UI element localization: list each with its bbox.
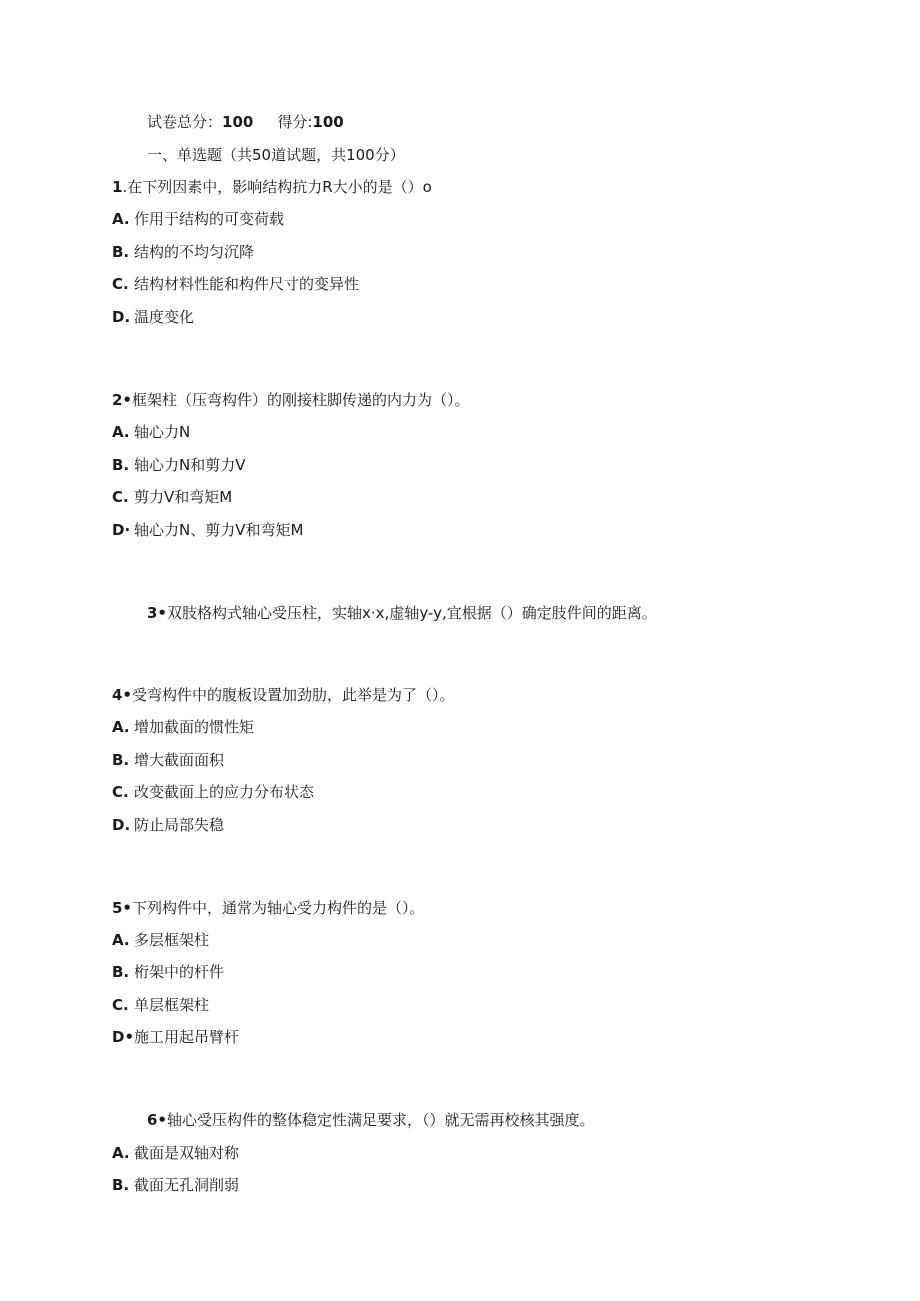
option-letter: B. <box>112 243 130 261</box>
option-letter: A. <box>112 210 130 228</box>
total-label: 试卷总分： <box>147 113 223 131</box>
option-letter: C. <box>112 275 129 293</box>
option-text: 截面是双轴对称 <box>134 1144 240 1162</box>
question-number: 6• <box>147 1111 168 1129</box>
option-a[interactable] <box>112 930 209 950</box>
option-letter: D. <box>112 308 131 326</box>
option-text: 温度变化 <box>134 308 195 326</box>
option-letter: B. <box>112 1176 130 1194</box>
question-text: 轴心受压构件的整体稳定性满足要求，（）就无需再校核其强度。 <box>167 1111 595 1129</box>
option-d[interactable] <box>112 307 194 327</box>
question-text: 受弯构件中的腹板设置加劲肋，此举是为了（）。 <box>132 686 455 704</box>
option-letter: A. <box>112 718 130 736</box>
question-number: 4• <box>112 686 133 704</box>
score-label: 得分: <box>277 113 313 131</box>
option-text: 结构材料性能和构件尺寸的变异性 <box>134 275 360 293</box>
option-a[interactable] <box>112 717 254 737</box>
option-b[interactable] <box>112 1175 239 1195</box>
option-a[interactable] <box>112 209 284 229</box>
option-a[interactable] <box>112 422 190 442</box>
option-text: 结构的不均匀沉降 <box>134 243 255 261</box>
question-3 <box>147 603 657 623</box>
option-letter: C. <box>112 783 129 801</box>
option-c[interactable] <box>112 274 359 294</box>
option-letter: B. <box>112 963 130 981</box>
question-text: .在下列因素中，影响结构抗力R大小的是（）o <box>122 178 432 196</box>
question-1 <box>112 177 432 197</box>
option-text: 防止局部失稳 <box>134 816 225 834</box>
option-text: 剪力V和弯矩M <box>134 488 233 506</box>
option-letter: D. <box>112 816 131 834</box>
option-text: 多层框架柱 <box>134 931 210 949</box>
option-text: 增加截面的惯性矩 <box>134 718 255 736</box>
option-text: 截面无孔洞削弱 <box>134 1176 240 1194</box>
question-4 <box>112 685 455 705</box>
option-letter: A. <box>112 423 130 441</box>
option-letter: B. <box>112 751 130 769</box>
option-letter: D· <box>112 521 131 539</box>
option-d[interactable] <box>112 520 303 540</box>
question-text: 框架柱（压弯构件）的刚接柱脚传递的内力为（）。 <box>132 391 470 409</box>
option-d[interactable] <box>112 815 224 835</box>
option-b[interactable] <box>112 455 245 475</box>
option-text: 轴心力N和剪力V <box>134 456 246 474</box>
option-text: 增大截面面积 <box>134 751 225 769</box>
total-value: 100 <box>222 113 254 131</box>
option-c[interactable] <box>112 782 314 802</box>
question-number: 1 <box>112 178 123 196</box>
question-6 <box>147 1110 595 1130</box>
option-letter: A. <box>112 931 130 949</box>
option-letter: B. <box>112 456 130 474</box>
section-title: 一、单选题（共50道试题，共100分） <box>147 146 405 164</box>
score-value: 100 <box>312 113 344 131</box>
option-b[interactable] <box>112 750 224 770</box>
question-text: 下列构件中，通常为轴心受力构件的是（）。 <box>132 899 425 917</box>
option-d[interactable] <box>112 1027 239 1047</box>
option-c[interactable] <box>112 995 209 1015</box>
option-text: 轴心力N <box>134 423 191 441</box>
question-number: 2• <box>112 391 133 409</box>
option-text: 施工用起吊臂杆 <box>134 1028 240 1046</box>
question-number: 5• <box>112 899 133 917</box>
question-2 <box>112 390 470 410</box>
option-b[interactable] <box>112 962 224 982</box>
option-text: 改变截面上的应力分布状态 <box>134 783 315 801</box>
option-letter: C. <box>112 996 129 1014</box>
option-text: 桁架中的杆件 <box>134 963 225 981</box>
option-a[interactable] <box>112 1143 239 1163</box>
question-5 <box>112 898 425 918</box>
option-text: 单层框架柱 <box>134 996 210 1014</box>
score-summary <box>147 112 344 132</box>
option-b[interactable] <box>112 242 254 262</box>
option-text: 轴心力N、剪力V和弯矩M <box>134 521 304 539</box>
option-text: 作用于结构的可变荷载 <box>134 210 285 228</box>
option-letter: A. <box>112 1144 130 1162</box>
option-letter: C. <box>112 488 129 506</box>
question-text: 双肢格构式轴心受压柱，实轴x·x,虚轴y-y,宜根据（）确定肢件间的距离。 <box>167 604 657 622</box>
question-number: 3• <box>147 604 168 622</box>
option-letter: D• <box>112 1028 135 1046</box>
option-c[interactable] <box>112 487 232 507</box>
